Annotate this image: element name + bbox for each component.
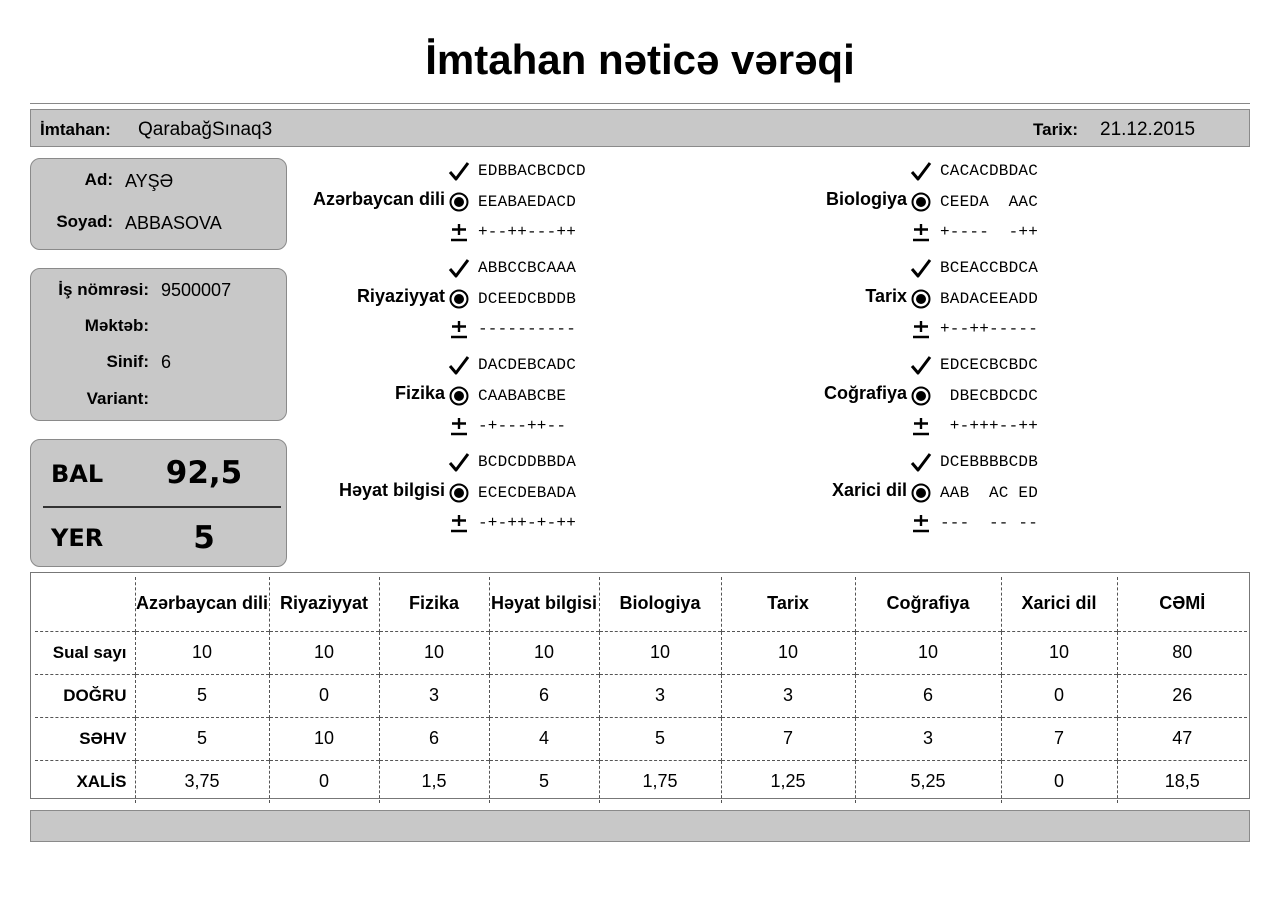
school-label: Məktəb: xyxy=(84,316,149,335)
variant-label: Variant: xyxy=(86,389,149,408)
name-label: Ad: xyxy=(84,170,113,189)
table-header-cell: Coğrafiya xyxy=(855,577,1001,631)
answer-marks: -+-++-+-++ xyxy=(478,514,577,532)
checkmark-icon xyxy=(448,160,470,182)
table-cell: 10 xyxy=(599,631,721,674)
table-header-cell: Fizika xyxy=(379,577,489,631)
table-header-cell: Tarix xyxy=(721,577,855,631)
table-row xyxy=(35,674,1247,717)
page-title: İmtahan nəticə vərəqi xyxy=(425,36,855,83)
answer-marks: -+---++-- xyxy=(478,417,567,435)
yer-value: 5 xyxy=(193,520,215,556)
answer-key: ABBCCBCAAA xyxy=(478,259,577,277)
table-cell: 26 xyxy=(1117,674,1247,717)
results-table-frame xyxy=(30,572,1250,799)
answer-key: DCEBBBBCDB xyxy=(940,453,1039,471)
answer-marks: +-+++--++ xyxy=(940,417,1039,435)
subject-name: Biologiya xyxy=(825,189,907,209)
checkmark-icon xyxy=(448,354,470,376)
subject-name: Fizika xyxy=(394,383,445,403)
table-row xyxy=(35,760,1247,803)
filled-circle-icon xyxy=(910,288,932,310)
table-header-cell: Həyat bilgisi xyxy=(489,577,599,631)
table-cell: 10 xyxy=(489,631,599,674)
subject-block xyxy=(762,255,1232,351)
checkmark-icon xyxy=(910,257,932,279)
checkmark-icon xyxy=(910,451,932,473)
footer-bar xyxy=(30,810,1250,842)
answer-key: CACACDBDAC xyxy=(940,162,1039,180)
exam-header-bar xyxy=(30,109,1250,147)
table-cell: 0 xyxy=(269,760,379,803)
answer-marks: +--++---++ xyxy=(478,223,577,241)
table-cell: 6 xyxy=(379,717,489,760)
table-cell: 7 xyxy=(721,717,855,760)
table-cell: 5 xyxy=(135,674,269,717)
table-header-cell: Azərbaycan dili xyxy=(135,577,269,631)
work-number: 9500007 xyxy=(161,280,232,300)
table-header-cell: Riyaziyyat xyxy=(269,577,379,631)
table-cell: 10 xyxy=(379,631,489,674)
subject-name: Xarici dil xyxy=(831,480,907,500)
student-answers: CEEDA AAC xyxy=(940,193,1039,211)
table-header-cell xyxy=(35,577,135,631)
student-answers: AAB AC ED xyxy=(940,484,1039,502)
table-header-cell: CƏMİ xyxy=(1117,577,1247,631)
class-label: Sinif: xyxy=(106,352,149,371)
table-row xyxy=(35,717,1247,760)
checkmark-icon xyxy=(448,257,470,279)
table-cell: 5 xyxy=(489,760,599,803)
student-name: AYŞƏ xyxy=(125,171,174,191)
table-cell: 1,5 xyxy=(379,760,489,803)
title-divider xyxy=(30,103,1250,104)
table-cell: 10 xyxy=(135,631,269,674)
table-header-cell: Xarici dil xyxy=(1001,577,1117,631)
table-cell: 7 xyxy=(1001,717,1117,760)
table-cell: 4 xyxy=(489,717,599,760)
filled-circle-icon xyxy=(910,191,932,213)
subject-name: Coğrafiya xyxy=(823,383,907,403)
score-divider xyxy=(43,506,281,508)
subject-name: Tarix xyxy=(865,286,907,306)
exam-label: İmtahan: xyxy=(40,120,111,139)
row-label: Sual sayı xyxy=(35,631,135,674)
answer-key: DACDEBCADC xyxy=(478,356,577,374)
table-cell: 3 xyxy=(721,674,855,717)
answer-marks: ---------- xyxy=(478,320,577,338)
subject-block xyxy=(762,449,1232,545)
plus-minus-icon xyxy=(448,415,470,437)
answer-marks: +---- -++ xyxy=(940,223,1039,241)
checkmark-icon xyxy=(448,451,470,473)
plus-minus-icon xyxy=(448,221,470,243)
plus-minus-icon xyxy=(910,318,932,340)
row-label: XALİS xyxy=(35,760,135,803)
table-row xyxy=(35,631,1247,674)
student-answers: DCEEDCBDDB xyxy=(478,290,577,308)
table-cell: 10 xyxy=(269,631,379,674)
subject-name: Azərbaycan dili xyxy=(312,189,445,209)
table-cell: 3 xyxy=(379,674,489,717)
table-cell: 0 xyxy=(1001,760,1117,803)
table-cell: 47 xyxy=(1117,717,1247,760)
student-answers: EEABAEDACD xyxy=(478,193,577,211)
answer-key: BCDCDDBBDA xyxy=(478,453,577,471)
table-cell: 1,25 xyxy=(721,760,855,803)
table-header-row xyxy=(35,577,1247,631)
row-label: DOĞRU xyxy=(35,674,135,717)
answer-key: BCEACCBDCA xyxy=(940,259,1039,277)
filled-circle-icon xyxy=(448,482,470,504)
table-cell: 10 xyxy=(269,717,379,760)
answer-marks: +--++----- xyxy=(940,320,1039,338)
checkmark-icon xyxy=(910,160,932,182)
subject-block xyxy=(762,352,1232,448)
table-cell: 0 xyxy=(269,674,379,717)
table-cell: 1,75 xyxy=(599,760,721,803)
table-cell: 0 xyxy=(1001,674,1117,717)
table-cell: 3 xyxy=(855,717,1001,760)
answer-key: EDCECBCBDC xyxy=(940,356,1039,374)
exam-name: QarabağSınaq3 xyxy=(138,119,273,140)
row-label: SƏHV xyxy=(35,717,135,760)
subject-name: Həyat bilgisi xyxy=(338,480,445,500)
table-cell: 18,5 xyxy=(1117,760,1247,803)
plus-minus-icon xyxy=(448,318,470,340)
table-header-cell: Biologiya xyxy=(599,577,721,631)
score-box xyxy=(30,439,287,567)
filled-circle-icon xyxy=(910,385,932,407)
table-cell: 80 xyxy=(1117,631,1247,674)
table-cell: 3,75 xyxy=(135,760,269,803)
plus-minus-icon xyxy=(910,415,932,437)
student-surname: ABBASOVA xyxy=(125,213,222,233)
exam-date: 21.12.2015 xyxy=(1100,119,1196,140)
table-cell: 6 xyxy=(489,674,599,717)
filled-circle-icon xyxy=(448,288,470,310)
table-cell: 10 xyxy=(855,631,1001,674)
table-cell: 6 xyxy=(855,674,1001,717)
table-cell: 3 xyxy=(599,674,721,717)
answer-key: EDBBACBCDCD xyxy=(478,162,586,180)
filled-circle-icon xyxy=(448,191,470,213)
student-answers: DBECBDCDC xyxy=(940,387,1039,405)
results-table xyxy=(35,577,1247,803)
checkmark-icon xyxy=(910,354,932,376)
work-number-label: İş nömrəsi: xyxy=(58,280,149,299)
date-label: Tarix: xyxy=(1033,120,1079,139)
class-value: 6 xyxy=(161,352,172,372)
table-cell: 5 xyxy=(135,717,269,760)
plus-minus-icon xyxy=(910,221,932,243)
surname-label: Soyad: xyxy=(56,212,113,231)
table-cell: 5,25 xyxy=(855,760,1001,803)
table-cell: 10 xyxy=(721,631,855,674)
student-answers: BADACEEADD xyxy=(940,290,1039,308)
filled-circle-icon xyxy=(448,385,470,407)
bal-value: 92,5 xyxy=(165,455,243,491)
filled-circle-icon xyxy=(910,482,932,504)
subject-name: Riyaziyyat xyxy=(356,286,445,306)
plus-minus-icon xyxy=(448,512,470,534)
table-cell: 10 xyxy=(1001,631,1117,674)
bal-label: BAL xyxy=(51,460,104,488)
student-answers: CAABABCBE xyxy=(478,387,567,405)
yer-label: YER xyxy=(51,524,104,552)
student-answers: ECECDEBADA xyxy=(478,484,577,502)
plus-minus-icon xyxy=(910,512,932,534)
answer-marks: --- -- -- xyxy=(940,514,1039,532)
table-cell: 5 xyxy=(599,717,721,760)
subject-block xyxy=(762,158,1232,254)
